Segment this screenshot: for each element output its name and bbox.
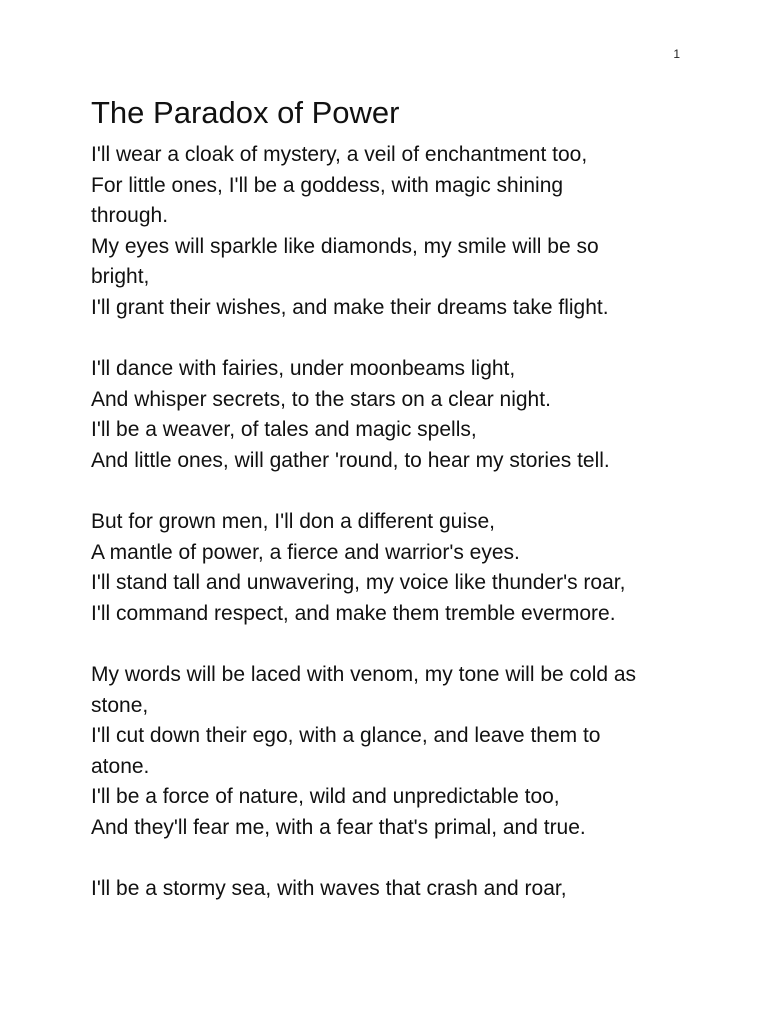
stanza-break — [91, 324, 691, 355]
poem-line: I'll dance with fairies, under moonbeams light, — [91, 357, 516, 381]
poem-line: But for grown men, I'll don a different guise, — [91, 510, 496, 534]
poem-line: I'll cut down their ego, with a glance, and leave them to — [91, 724, 601, 748]
poem-line: And they'll fear me, with a fear that's primal, and true. — [91, 816, 586, 840]
poem-line: My words will be laced with venom, my tone will be cold as — [91, 663, 637, 687]
poem-line: And whisper secrets, to the stars on a clear night. — [91, 387, 551, 411]
poem-line: through. — [91, 204, 169, 228]
poem-line: I'll be a weaver, of tales and magic spells, — [91, 418, 477, 442]
poem-line: I'll wear a cloak of mystery, a veil of enchantment too, — [91, 143, 588, 166]
page-number: 1 — [673, 47, 680, 61]
poem-line: I'll be a force of nature, wild and unpredictable too, — [91, 785, 560, 809]
poem-line: stone, — [91, 693, 149, 717]
poem-body — [91, 140, 691, 905]
stanza-break — [91, 630, 691, 661]
poem-line: bright, — [91, 265, 150, 289]
poem-line: I'll be a stormy sea, with waves that crash and roar, — [91, 877, 567, 901]
poem-line: For little ones, I'll be a goddess, with magic shining — [91, 173, 564, 197]
stanza-break — [91, 844, 691, 875]
poem-line: I'll command respect, and make them tremble evermore. — [91, 601, 616, 625]
poem-line: atone. — [91, 754, 150, 778]
poem-line: I'll stand tall and unwavering, my voice like thunder's roar, — [91, 571, 626, 595]
poem-line: And little ones, will gather 'round, to hear my stories tell. — [91, 448, 610, 472]
poem-line: A mantle of power, a fierce and warrior's eyes. — [91, 540, 520, 564]
page-title: The Paradox of Power — [91, 95, 400, 130]
stanza-break — [91, 477, 691, 508]
poem-line: My eyes will sparkle like diamonds, my smile will be so — [91, 234, 599, 258]
poem-line: I'll grant their wishes, and make their dreams take flight. — [91, 295, 609, 319]
